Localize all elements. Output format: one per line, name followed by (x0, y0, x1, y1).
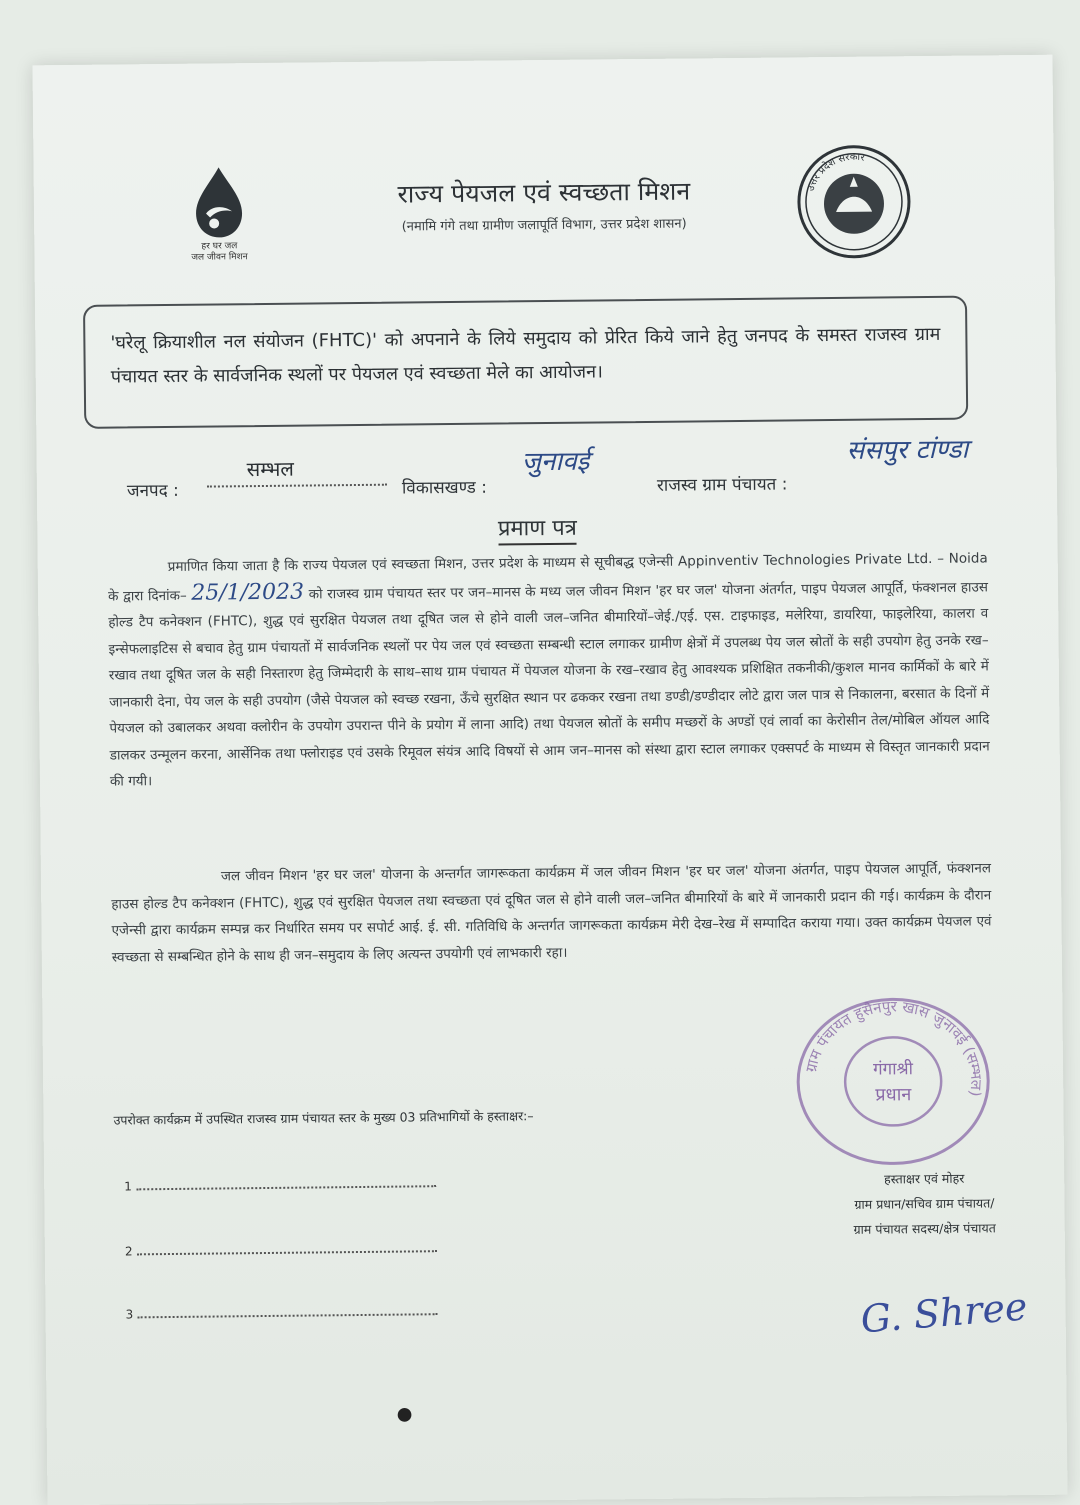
location-fields (126, 434, 1027, 514)
gram-pradhan-stamp (782, 985, 1004, 1171)
janpad-dotted-line (207, 484, 387, 488)
ink-mark: ● (396, 1403, 413, 1425)
round-stamp-icon (782, 985, 1004, 1167)
signatory-block (804, 1165, 1045, 1243)
vikas-value: जुनावई (521, 446, 590, 478)
signature-line-number: 1 (124, 1179, 132, 1194)
attendee-signature-line-1 (124, 1176, 436, 1193)
stamp-ring-text: ग्राम पंचायत हुसैनपुर खास जुनावई (सम्भल) (801, 997, 986, 1099)
signature-line-number: 3 (125, 1307, 134, 1322)
para1-part-a: प्रमाणित किया जाता है कि राज्य पेयजल एवं स्वच्छता मिशन, उत्तर प्रदेश के माध्यम से सूचीबद्ध एजेन्सी Appinventiv Technologies Private Ltd. – Noida के द्वारा दिनांक– (107, 550, 988, 605)
event-title: 'घरेलू क्रियाशील नल संयोजन (FHTC)' को अपनाने के लिये समुदाय को प्रेरित किये जाने हेतु जनपद के समस्त राजस्व ग्राम पंचायत स्तर के सार्वजनिक स्थलों पर पेयजल एवं स्वच्छता मेले का आयोजन। (110, 323, 941, 388)
para1-part-b: को राजस्व ग्राम पंचायत स्तर पर जन–मानस के मध्य जल जीवन मिशन 'हर घर जल' योजना अंतर्गत, पाइप पेयजल आपूर्ति, फंक्शनल हाउस होल्ड टैप कनेक्शन (FHTC), शुद्ध एवं सुरक्षित पेयजल तथा दूषित जल से होने वाली जल–जनित बीमारियों–जेई./एई. एस. टाइफाइड, मलेरिया, डायरिया, फाइलेरिया, कालरा व इन्सेफलाइटिस से बचाव हेतु ग्राम पंचायतों में सार्वजनिक स्थलों पर पेय जल एवं स्वच्छता सम्बन्धी स्टाल लगाकर ग्रामीण क्षेत्रों में उपलब्ध पेय जल स्रोतों के सही उपयोग हेतु उनके रख–रखाव तथा दूषित जल के सही निस्तारण हेतु जिम्मेदारी के साथ–साथ ग्राम पंचायत में पेयजल योजना के रख–रखाव हेतु आवश्यक प्रशिक्षित तकनीकी/कुशल मानव कार्मिकों के बारे में जानकारी देना, पेय जल के सही उपयोग (जैसे पेयजल को स्वच्छ रखना, ऊँचे सुरक्षित स्थान पर ढककर रखना तथा डण्डी/डण्डीदार लोटे द्वारा जल पात्र से निकालना, बरसात के दिनों में पेयजल को उबालकर अथवा क्लोरीन के उपयोग उपरान्त पीने के प्रयोग में लाना आदि) तथा पेयजल स्रोतों के समीप मच्छरों के अण्डों एवं लार्वा का केरोसीन तेल/मोबिल ऑयल आदि डालकर उन्मूलन करना, आर्सेनिक तथा फ्लोराइड एवं उसके रिमूवल संयंत्र आदि विषयों से आम जन–मानस को संस्था द्वारा स्टाल लगाकर एक्सपर्ट के माध्यम से विस्तृत जानकारी प्रदान की गयी। (108, 578, 990, 790)
janpad-label: जनपद : (126, 480, 179, 502)
handwritten-signature: G. Shree (859, 1284, 1029, 1342)
up-seal-icon (793, 141, 914, 262)
stamp-designation: प्रधान (875, 1084, 912, 1106)
water-drop-icon (184, 163, 255, 242)
gram-panchayat-value: संसपुर टांण्डा (846, 434, 969, 466)
attendee-signature-line-3 (126, 1304, 438, 1321)
signature-and-seal-label: हस्ताक्षर एवं मोहर (884, 1170, 965, 1187)
document-page (32, 55, 1067, 1505)
attendee-signature-line-2 (125, 1241, 437, 1258)
signature-line-number: 2 (124, 1244, 133, 1259)
certificate-heading-text: प्रमाण पत्र (498, 516, 577, 546)
mission-subtitle: (नमामि गंगे तथा ग्रामीण जलापूर्ति विभाग, उत्तर प्रदेश शासन) (401, 216, 687, 235)
dotted-line (137, 1250, 437, 1255)
dotted-line (137, 1313, 437, 1318)
signatory-designation-2: ग्राम पंचायत सदस्य/क्षेत्र पंचायत (853, 1220, 996, 1237)
handwritten-date: 25/1/2023 (191, 579, 305, 606)
certificate-paragraph-1 (108, 545, 990, 795)
dotted-line (136, 1185, 436, 1190)
attendee-signatures-note: उपरोक्त कार्यक्रम में उपस्थित राजस्व ग्राम पंचायत स्तर के मुख्य 03 प्रतिभागियों के हस्ताक्षर:– (113, 1108, 534, 1128)
stamp-name: गंगाश्री (872, 1059, 914, 1080)
vikas-label: विकासखण्ड : (401, 477, 488, 499)
mission-title: राज्य पेयजल एवं स्वच्छता मिशन (397, 176, 691, 209)
certificate-paragraph-2: जल जीवन मिशन 'हर घर जल' योजना के अन्तर्गत जागरूकता कार्यक्रम में जल जीवन मिशन 'हर घर जल' योजना अंतर्गत, पाइप पेयजल आपूर्ति, फंक्शनल हाउस होल्ड टैप कनेक्शन (FHTC), शुद्ध एवं सुरक्षित पेयजल तथा स्वच्छता एवं दूषित जल से होने वाली जल–जनित बीमारियों के बारे में जानकारी प्रदान की गई। कार्यक्रम के दौरान एजेन्सी द्वारा कार्यक्रम सम्पन्न कर निर्धारित समय पर सपोर्ट आई. ई. सी. गतिविधि के अन्तर्गत जागरूकता कार्यक्रम मेरी देख–रेख में सम्पादित कराया गया। उक्त कार्यक्रम पेयजल एवं स्वच्छता से सम्बन्धित होने के साथ ही जन–समुदाय के लिए अत्यन्त उपयोगी एवं लाभकारी रहा। (111, 860, 992, 966)
signatory-designation-1: ग्राम प्रधान/सचिव ग्राम पंचायत/ (854, 1195, 995, 1212)
logo-caption-2: जल जीवन मिशन (191, 252, 248, 263)
jal-jeevan-mission-logo (164, 163, 275, 264)
janpad-value: सम्भल (246, 456, 294, 482)
up-government-seal (793, 141, 914, 266)
gram-panchayat-label: राजस्व ग्राम पंचायत : (656, 474, 788, 496)
logo-caption-1: हर घर जल (201, 241, 238, 252)
seal-text: उत्तर प्रदेश सरकार (805, 151, 866, 193)
